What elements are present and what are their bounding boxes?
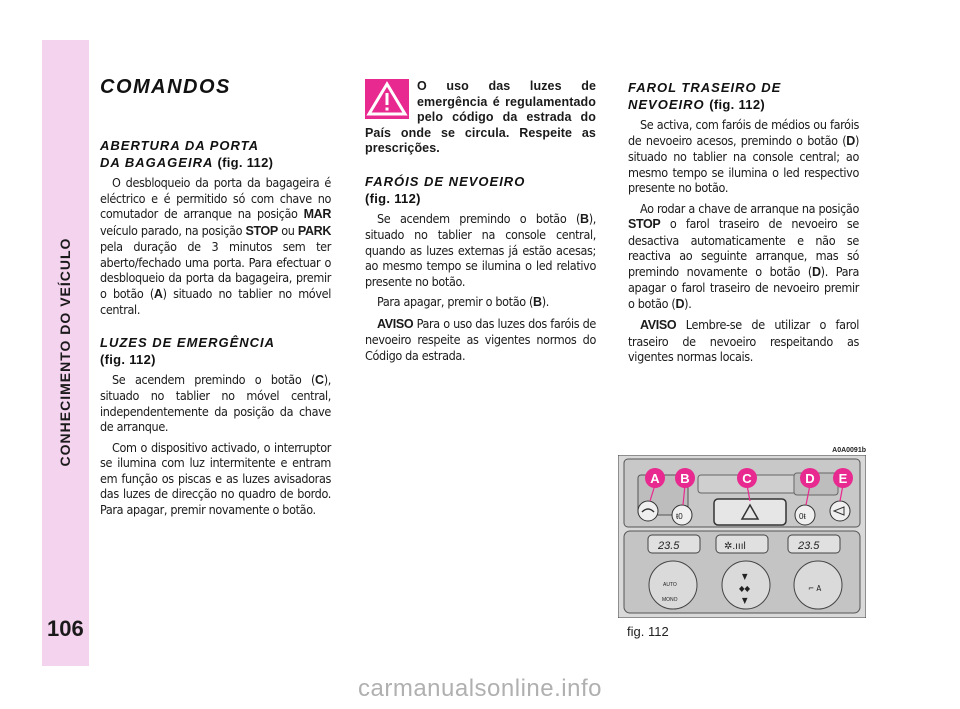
chapter-sidebar <box>42 40 89 666</box>
knob-mono-label: MONO <box>662 597 678 603</box>
warning-triangle-icon <box>365 79 409 119</box>
temp-right-value: 23.5 <box>798 540 820 552</box>
paragraph-fog-3: AVISO Para o uso das luzes dos faróis de nevoeiro respeite as vigentes normos do Código da estrada. <box>365 315 596 363</box>
paragraph-fog-1: Se acendem premindo o botão (B), situado no tablier na console central, quando as luzes externas já estão acesas; ao mesmo tempo se ilumina o led relativo presente no botão. <box>365 210 596 289</box>
watermark: carmanualsonline.info <box>358 675 602 702</box>
svg-text:0ŧ: 0ŧ <box>799 512 806 521</box>
paragraph-rear-fog-3: AVISO Lembre-se de utilizar o farol traseiro de nevoeiro respeitando as vigentes normas locais. <box>628 317 859 364</box>
svg-text:✲.ıııl: ✲.ıııl <box>724 541 746 552</box>
page-number: 106 <box>47 616 84 641</box>
paragraph-emergency-2: Com o dispositivo activado, o interruptor se ilumina com luz intermitente e entram em função os piscas e as luzes avisadoras das luzes de direcção no quadro de bordo. Para apagar, premir novamente o botão. <box>100 439 331 517</box>
callout-b-label: B <box>680 471 690 486</box>
paragraph-fog-2: Para apagar, premir o botão (B). <box>377 294 549 309</box>
section-heading-emergency: LUZES DE EMERGÊNCIA (fig. 112) <box>100 334 276 367</box>
figure-caption: fig. 112 <box>627 624 669 639</box>
warning-note: O uso das luzes de emergência é regulamentado pelo código da estrada do País onde se circula. Respeite as prescrições. <box>365 79 596 155</box>
chapter-label: CONHECIMENTO DO VEÍCULO <box>57 237 73 467</box>
callout-d-label: D <box>805 471 815 486</box>
column-1 <box>100 137 331 522</box>
console-illustration <box>618 455 866 618</box>
trunk-button-icon <box>638 501 658 521</box>
figure-code: A0A0091b <box>832 447 866 454</box>
callout-c-label: C <box>742 471 752 486</box>
svg-text:◆◆: ◆◆ <box>739 584 751 593</box>
paragraph-trunk: O desbloqueio da porta da bagageira é eléctrico e é permitido só com chave no comutador de arranque na posição MAR veículo parado, na posição STOP ou PARK pela duração de 3 minutos sem ter aberto/fechado uma porta. Para efectuar o desbloqueio da porta da bagageira, premir o botão (A) situado no tablier no móvel central. <box>100 175 331 317</box>
column-3 <box>628 79 859 370</box>
paragraph-emergency-1: Se acendem premindo o botão (C), situado no tablier no móvel central, independentemente da posição da chave de arranque. <box>100 371 331 434</box>
knob-auto-label: AUTO <box>663 582 677 588</box>
paragraph-rear-fog-1: Se activa, com faróis de médios ou faróis de nevoeiro acesos, premindo o botão (D) situado no tablier na console central; ao mesmo tempo se ilumina o led respectivo presente no botão. <box>628 117 859 195</box>
page-title: COMANDOS <box>100 76 231 98</box>
svg-text:▼: ▼ <box>742 596 748 605</box>
callout-e-label: E <box>838 471 848 486</box>
svg-text:ŧ0: ŧ0 <box>676 512 683 521</box>
section-heading-rear-fog: FAROL TRASEIRO DE NEVOEIRO (fig. 112) <box>628 80 782 112</box>
svg-text:▼: ▼ <box>742 572 748 581</box>
svg-text:⌐ A: ⌐ A <box>808 584 822 593</box>
section-heading-trunk: ABERTURA DA PORTA DA BAGAGEIRA (fig. 112) <box>100 138 274 170</box>
column-2 <box>365 79 596 368</box>
hazard-button <box>714 499 786 525</box>
callout-a-label: A <box>650 471 660 486</box>
paragraph-rear-fog-2: Ao rodar a chave de arranque na posição STOP o farol traseiro de nevoeiro se desactiva automaticamente e não se reactiva ao seguinte arranque, mas só premindo novamente o botão (D). Para apagar o farol traseiro de nevoeiro premir o botão (D). <box>628 200 859 311</box>
temp-left-value: 23.5 <box>658 540 680 552</box>
section-heading-fog-lights: FARÓIS DE NEVOEIRO (fig. 112) <box>365 173 526 206</box>
console-figure <box>618 447 866 618</box>
